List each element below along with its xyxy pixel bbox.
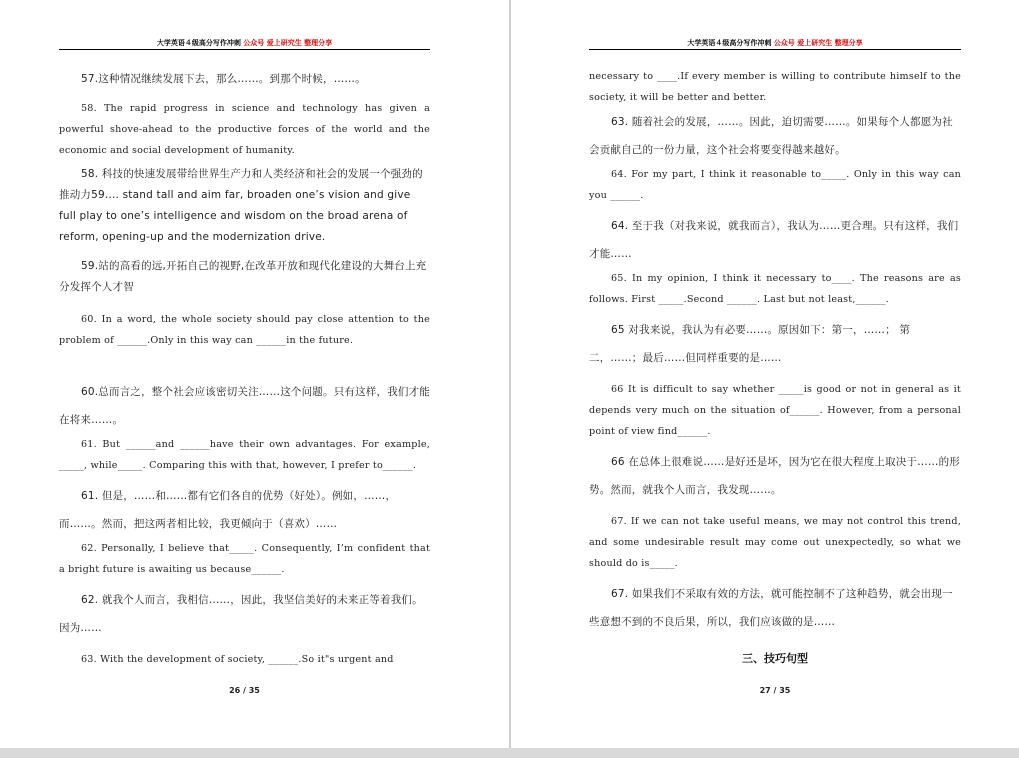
paragraph — [589, 316, 961, 372]
paragraph — [589, 580, 961, 636]
paragraph — [589, 379, 961, 442]
paragraph — [59, 378, 430, 434]
paragraph — [59, 66, 430, 92]
paragraph-text: necessary to ____.If every member is willing to contribute himself to the society, it will be better and better. — [589, 71, 961, 103]
paragraph-text: 66 在总体上很难说……是好还是坏，因为它在很大程度上取决于……的形势。然而，就我个人而言，我发现……。 — [589, 456, 960, 496]
paragraph-text: 63. With the development of society, ______.So it"s urgent and — [81, 654, 394, 665]
paragraph-text: 58. The rapid progress in science and technology has given a powerful shove-ahead to the productive forces of the world and the economic and social development of humanity. — [59, 103, 430, 156]
header-title: 大学英语４级高分写作冲刺 — [156, 39, 241, 47]
paragraph-text: 60.总而言之，整个社会应该密切关注……这个问题。只有这样，我们才能在将来……。 — [59, 386, 430, 426]
paragraph — [589, 212, 961, 268]
paragraph-text: 67. 如果我们不采取有效的方法，就可能控制不了这种趋势，就会出现一些意想不到的不良后果，所以，我们应该做的是…… — [589, 588, 953, 628]
paragraph-text: 65 对我来说，我认为有必要……。原因如下：第一，……； 第二，……；最后……但同样重要的是…… — [589, 324, 911, 364]
page-26 — [0, 0, 509, 748]
paragraph — [59, 256, 430, 298]
paragraph — [59, 649, 430, 670]
page-number: 26 / 35 — [229, 686, 260, 695]
header-rule — [59, 49, 430, 50]
paragraph — [589, 511, 961, 574]
paragraph — [59, 309, 430, 351]
paragraph — [589, 164, 961, 206]
paragraph — [59, 434, 430, 476]
paragraph — [59, 482, 430, 538]
paragraph — [59, 586, 430, 642]
paragraph — [59, 538, 430, 580]
paragraph-text: 64. For my part, I think it reasonable to_____. Only in this way can you ______. — [589, 169, 961, 201]
paragraph-text: 64. 至于我（对我来说，就我而言），我认为……更合理。只有这样，我们才能…… — [589, 220, 959, 260]
paragraph — [589, 268, 961, 310]
paragraph-text: 63. 随着社会的发展，……。因此，迫切需要……。如果每个人都愿为社会贡献自己的一份力量，这个社会将要变得越来越好。 — [589, 116, 953, 156]
header-rule — [589, 49, 961, 50]
section-title: 三、技巧句型 — [742, 652, 808, 665]
paragraph-text: 61. 但是，……和……都有它们各自的优势（好处）。例如，……，而……。然而，把这两者相比较，我更倾向于（喜欢）…… — [59, 490, 397, 530]
header-title: 大学英语４级高分写作冲刺 — [687, 39, 772, 47]
paragraph-text: 62. 就我个人而言，我相信……，因此，我坚信美好的未来正等着我们。因为…… — [59, 594, 423, 634]
paragraph-text: 58. 科技的快速发展带给世界生产力和人类经济和社会的发展一个强劲的推动力59…. stand tall and aim far, broaden one’s vision and give full play to one’s intelligence and wisdom on the broad arena of reform, opening-up and the modernization drive. — [59, 168, 423, 243]
paragraph-text: 57.这种情况继续发展下去，那么……。到那个时候，……。 — [81, 73, 366, 85]
paragraph-text: 67. If we can not take useful means, we may not control this trend, and some undesirable result may come out unexpectedly, so what we should do is_____. — [589, 516, 961, 569]
paragraph-text: 65. In my opinion, I think it necessary to____. The reasons are as follows. First _____.Second ______. Last but not least,______. — [589, 273, 961, 305]
paragraph-text: 59.站的高看的远,开拓自己的视野,在改革开放和现代化建设的大舞台上充分发挥个人才智 — [59, 260, 427, 293]
paragraph — [589, 108, 961, 164]
viewer-bottom-bar — [0, 748, 1019, 758]
header-red-text: 公众号 爱上研究生 整理分享 — [773, 39, 863, 47]
paragraph — [589, 448, 961, 504]
page-header — [589, 38, 961, 48]
paragraph-text: 61. But ______and ______have their own advantages. For example, _____, while_____. Comparing this with that, however, I prefer to______. — [59, 439, 430, 471]
paragraph-text: 60. In a word, the whole society should pay close attention to the problem of ______.Only in this way can ______in the future. — [59, 314, 430, 346]
page-27 — [511, 0, 1019, 748]
paragraph — [59, 164, 430, 248]
page-number: 27 / 35 — [759, 686, 791, 695]
paragraph-text: 66 It is difficult to say whether _____is good or not in general as it depends very much on the situation of______. However, from a personal point of view find______. — [589, 384, 961, 437]
paragraph — [59, 98, 430, 161]
page-header — [59, 38, 430, 48]
paragraph-text: 62. Personally, I believe that_____. Consequently, I’m confident that a bright future is awaiting us because______. — [59, 543, 430, 575]
header-red-text: 公众号 爱上研究生 整理分享 — [243, 39, 333, 47]
paragraph — [589, 66, 961, 108]
